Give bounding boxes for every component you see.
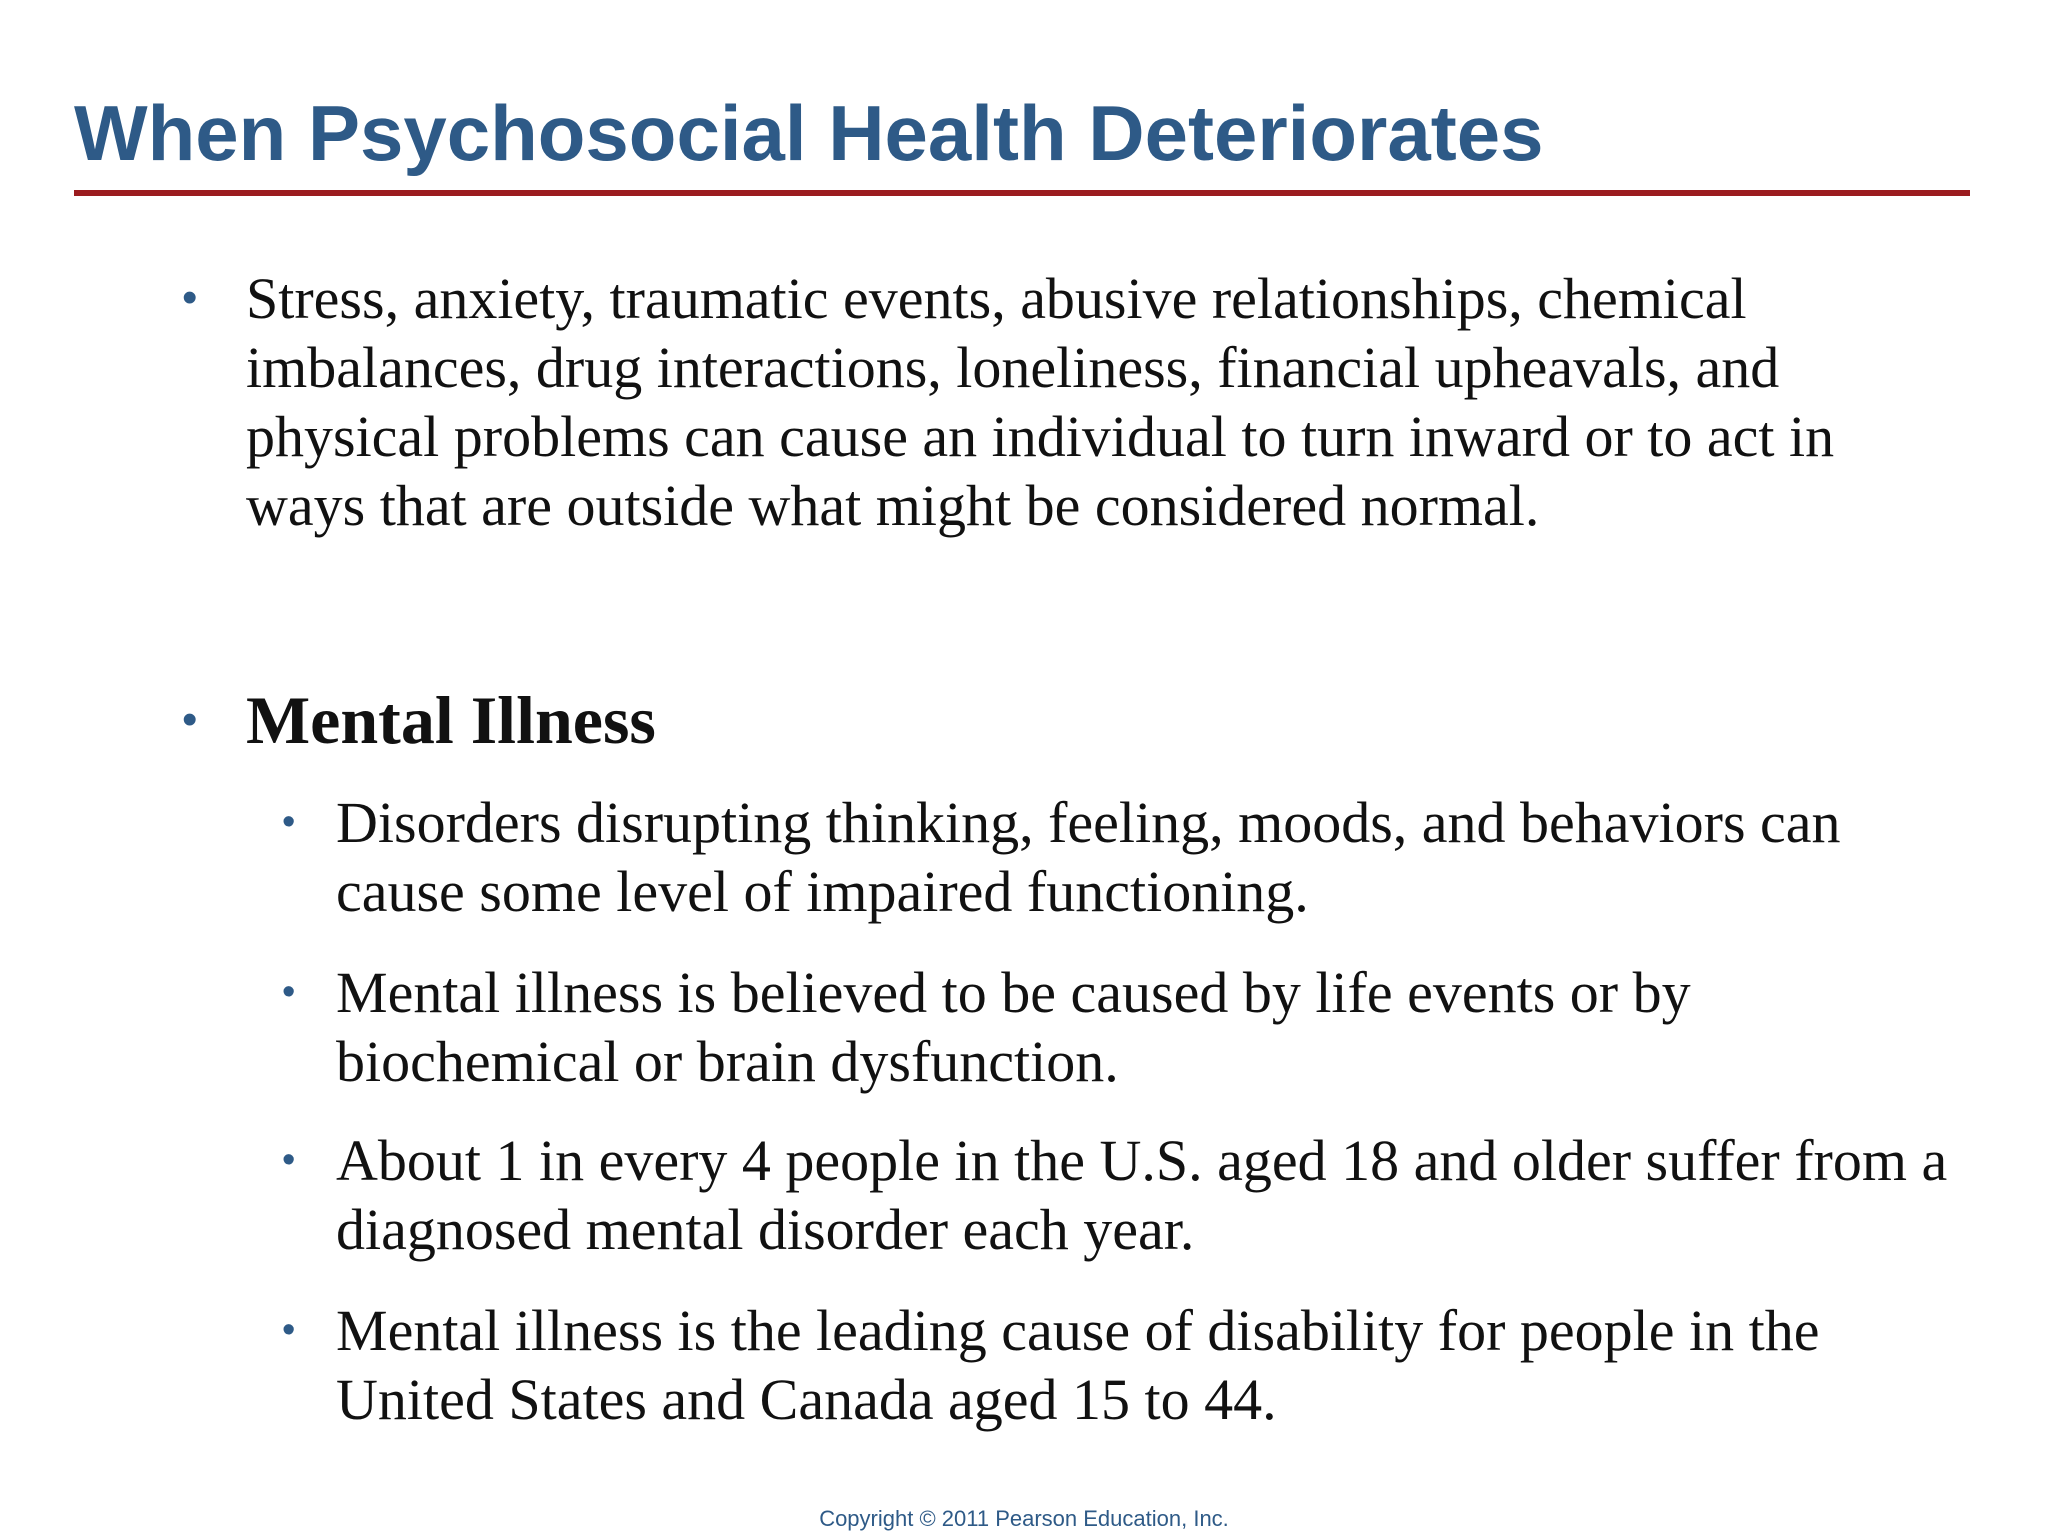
sub-bullet-item: [282, 788, 1976, 926]
bullet-icon: •: [282, 801, 296, 843]
bullet-icon: •: [182, 695, 198, 744]
bullet-icon: •: [282, 1139, 296, 1181]
copyright-footer: Copyright © 2011 Pearson Education, Inc.: [819, 1506, 1229, 1531]
sub-bullet-item: [282, 1126, 1976, 1264]
sub-bullet-text: Mental illness is believed to be caused by life events or by biochemical or brain dysfunction.: [336, 960, 1691, 1094]
bullet-item: [182, 264, 1966, 540]
bullet-icon: •: [282, 1309, 296, 1351]
slide-title: When Psychosocial Health Deteriorates: [74, 89, 1544, 177]
sub-bullet-item: [282, 958, 1976, 1096]
title-divider: [74, 190, 1970, 196]
bullet-icon: •: [282, 971, 296, 1013]
section-heading: Mental Illness: [246, 682, 656, 758]
sub-bullet-text: Disorders disrupting thinking, feeling, moods, and behaviors can cause some level of impaired functioning.: [336, 790, 1841, 924]
sub-bullet-text: About 1 in every 4 people in the U.S. aged 18 and older suffer from a diagnosed mental disorder each year.: [336, 1128, 1948, 1262]
bullet-text: Stress, anxiety, traumatic events, abusive relationships, chemical imbalances, drug interactions, loneliness, financial upheavals, and physical problems can cause an individual to turn inward or to act in ways that are outside what might be considered normal.: [246, 266, 1835, 538]
sub-bullet-item: [282, 1296, 1976, 1434]
bullet-icon: •: [182, 273, 198, 322]
bullet-item-mental-illness: [182, 680, 1966, 760]
sub-bullet-text: Mental illness is the leading cause of disability for people in the United States and Canada aged 15 to 44.: [336, 1298, 1820, 1432]
